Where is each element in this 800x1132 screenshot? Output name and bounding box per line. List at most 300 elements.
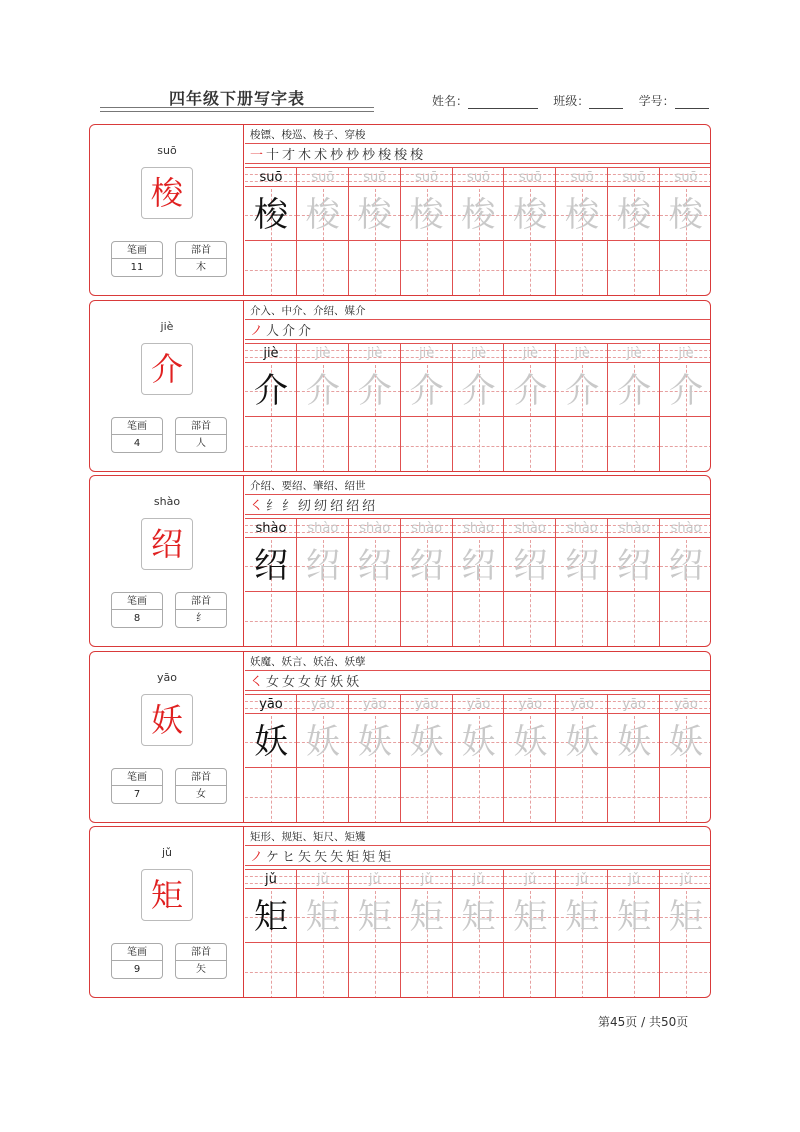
- writing-cell[interactable]: [504, 716, 556, 768]
- stroke-step: 人: [266, 324, 280, 339]
- cell-character: 梭: [565, 195, 600, 235]
- stroke-count-value: 4: [133, 438, 141, 449]
- cell-character: 妖: [513, 722, 548, 762]
- pinyin-cell: [608, 694, 660, 714]
- blank-writing-cell[interactable]: [608, 770, 660, 823]
- blank-writing-cell[interactable]: [453, 945, 505, 998]
- blank-writing-cell[interactable]: [401, 419, 453, 472]
- pinyin-cell: [556, 694, 608, 714]
- stroke-step: ㇛: [250, 499, 264, 514]
- pinyin-cell: [556, 518, 608, 538]
- writing-cell[interactable]: [556, 540, 608, 592]
- cell-pinyin: yāo: [414, 697, 439, 712]
- cell-pinyin: shào: [411, 521, 443, 536]
- pinyin-cell: [608, 518, 660, 538]
- cell-pinyin: yāo: [622, 697, 646, 712]
- blank-writing-cell[interactable]: [504, 945, 556, 998]
- trace-cell: [556, 694, 608, 823]
- writing-cell[interactable]: [401, 540, 453, 592]
- stroke-step: 矩: [378, 850, 392, 865]
- stroke-step: 妖: [346, 675, 360, 690]
- blank-writing-cell[interactable]: [401, 770, 453, 823]
- blank-writing-cell[interactable]: [504, 594, 556, 647]
- character-display: 绍: [150, 525, 183, 563]
- stroke-step: 纫: [314, 499, 328, 514]
- pinyin-cell: [608, 167, 660, 187]
- stroke-count-value: 8: [133, 613, 141, 624]
- cell-pinyin: yāo: [674, 697, 698, 712]
- cell-character: 绍: [253, 546, 288, 586]
- blank-writing-cell[interactable]: [660, 770, 711, 823]
- cell-character: 介: [305, 371, 340, 411]
- stroke-count-box: [111, 417, 163, 453]
- blank-writing-cell[interactable]: [504, 243, 556, 296]
- stroke-step: 矢: [330, 850, 344, 865]
- blank-writing-cell[interactable]: [297, 770, 349, 823]
- trace-cell: [401, 694, 453, 823]
- stroke-count-label: 笔画: [112, 593, 162, 610]
- blank-writing-cell[interactable]: [297, 419, 349, 472]
- stroke-step: 妖: [330, 675, 344, 690]
- pinyin-cell: [297, 343, 349, 363]
- practice-grid: [245, 167, 711, 296]
- pinyin-cell: [660, 343, 711, 363]
- radical-box: [175, 592, 227, 628]
- radical-value: 纟: [196, 613, 206, 624]
- trace-cell: [297, 343, 349, 472]
- stroke-step: 矩: [346, 850, 360, 865]
- example-words: 介绍、要绍、肇绍、绍世: [250, 480, 366, 492]
- writing-cell[interactable]: [556, 891, 608, 943]
- stroke-step: 杪: [362, 148, 376, 163]
- trace-cell: [453, 518, 505, 647]
- stroke-step: 矢: [298, 850, 312, 865]
- writing-cell[interactable]: [297, 365, 349, 417]
- writing-cell[interactable]: [297, 716, 349, 768]
- row-divider: [245, 845, 711, 846]
- cell-pinyin: shào: [566, 521, 598, 536]
- stroke-step: 介: [282, 324, 296, 339]
- blank-writing-cell[interactable]: [660, 243, 711, 296]
- stroke-step: 十: [266, 148, 280, 163]
- stroke-step: ケ: [266, 850, 280, 865]
- trace-cell: [349, 869, 401, 998]
- pinyin-cell: [401, 167, 453, 187]
- cell-character: 梭: [617, 195, 652, 235]
- stroke-step: 好: [314, 675, 328, 690]
- trace-cell: [297, 869, 349, 998]
- pinyin-cell: [660, 694, 711, 714]
- writing-cell[interactable]: [608, 891, 660, 943]
- character-info-panel: [90, 476, 244, 646]
- stroke-step: 一: [250, 148, 264, 163]
- trace-cell: [297, 518, 349, 647]
- cell-pinyin: jiè: [678, 346, 694, 361]
- blank-writing-cell[interactable]: [556, 419, 608, 472]
- character-card: [89, 651, 711, 823]
- trace-cell: [660, 694, 711, 823]
- cell-character: 矩: [565, 897, 600, 937]
- character-display-box: [141, 869, 193, 921]
- writing-cell[interactable]: [245, 891, 297, 943]
- cell-pinyin: yāo: [311, 697, 335, 712]
- stroke-step: 女: [298, 675, 312, 690]
- pinyin-cell: [349, 167, 401, 187]
- trace-cell: [556, 518, 608, 647]
- trace-cell: [504, 343, 556, 472]
- cell-character: 矩: [513, 897, 548, 937]
- blank-writing-cell[interactable]: [297, 945, 349, 998]
- blank-writing-cell[interactable]: [245, 770, 297, 823]
- cell-pinyin: shào: [463, 521, 494, 536]
- pinyin-cell: [401, 343, 453, 363]
- cell-pinyin: yāo: [518, 697, 543, 712]
- writing-cell[interactable]: [349, 891, 401, 943]
- radical-label: 部首: [176, 242, 226, 259]
- title-underline-2: [100, 111, 374, 112]
- pinyin-cell: [556, 869, 608, 889]
- writing-cell[interactable]: [504, 365, 556, 417]
- cell-character: 梭: [253, 195, 288, 235]
- cell-pinyin: jiè: [574, 346, 590, 361]
- student-info: [432, 92, 709, 109]
- writing-cell[interactable]: [453, 540, 505, 592]
- cell-character: 绍: [305, 546, 340, 586]
- radical-value: 女: [196, 789, 206, 800]
- writing-cell[interactable]: [608, 189, 660, 241]
- writing-cell[interactable]: [660, 540, 711, 592]
- writing-cell[interactable]: [660, 189, 711, 241]
- writing-cell[interactable]: [297, 540, 349, 592]
- trace-cell: [660, 343, 711, 472]
- trace-cell: [453, 869, 505, 998]
- stroke-step: ㇛: [250, 675, 264, 690]
- blank-writing-cell[interactable]: [453, 594, 505, 647]
- example-words: 妖魔、妖言、妖冶、妖孽: [250, 656, 366, 668]
- character-pinyin: jǔ: [161, 846, 173, 859]
- cell-pinyin: jǔ: [472, 872, 485, 887]
- trace-cell: [660, 869, 711, 998]
- blank-writing-cell[interactable]: [556, 770, 608, 823]
- trace-cell: [401, 167, 453, 296]
- blank-writing-cell[interactable]: [401, 243, 453, 296]
- trace-cell: [401, 343, 453, 472]
- stroke-order: [250, 496, 378, 514]
- pinyin-cell: [245, 167, 297, 187]
- character-display: 梭: [150, 174, 183, 212]
- blank-writing-cell[interactable]: [401, 945, 453, 998]
- trace-cell: [349, 167, 401, 296]
- cell-pinyin: shào: [618, 521, 650, 536]
- cell-pinyin: jǔ: [524, 872, 537, 887]
- name-field[interactable]: [468, 96, 538, 109]
- cell-character: 妖: [461, 722, 496, 762]
- trace-cell: [608, 167, 660, 296]
- stroke-step: 木: [298, 148, 312, 163]
- writing-cell[interactable]: [608, 540, 660, 592]
- character-info-panel: [90, 827, 244, 997]
- cell-pinyin: yāo: [259, 697, 283, 712]
- character-card: [89, 300, 711, 472]
- stroke-order: [250, 145, 426, 163]
- pinyin-cell: [504, 343, 556, 363]
- character-display-box: [141, 694, 193, 746]
- writing-cell[interactable]: [245, 365, 297, 417]
- writing-cell[interactable]: [349, 716, 401, 768]
- blank-writing-cell[interactable]: [556, 594, 608, 647]
- stroke-step: 梭: [378, 148, 392, 163]
- writing-cell[interactable]: [660, 365, 711, 417]
- pinyin-cell: [453, 167, 505, 187]
- character-card: [89, 826, 711, 998]
- writing-cell[interactable]: [453, 365, 505, 417]
- pinyin-cell: [608, 343, 660, 363]
- cell-character: 矩: [409, 897, 444, 937]
- blank-writing-cell[interactable]: [504, 419, 556, 472]
- writing-cell[interactable]: [349, 540, 401, 592]
- cell-character: 介: [461, 371, 496, 411]
- trace-cell: [453, 167, 505, 296]
- writing-cell[interactable]: [401, 365, 453, 417]
- page-header: [0, 0, 800, 120]
- cell-pinyin: jǔ: [368, 872, 381, 887]
- stroke-count-box: [111, 592, 163, 628]
- trace-cell: [608, 343, 660, 472]
- stroke-step: 女: [282, 675, 296, 690]
- pinyin-cell: [556, 167, 608, 187]
- cell-character: 介: [409, 371, 444, 411]
- writing-cell[interactable]: [297, 891, 349, 943]
- cell-character: 梭: [461, 195, 496, 235]
- character-info-panel: [90, 125, 244, 295]
- cell-character: 梭: [513, 195, 548, 235]
- cell-character: 矩: [461, 897, 496, 937]
- trace-cell: [453, 343, 505, 472]
- pinyin-cell: [349, 869, 401, 889]
- writing-cell[interactable]: [608, 716, 660, 768]
- writing-cell[interactable]: [556, 716, 608, 768]
- cell-pinyin: jiè: [315, 346, 331, 361]
- cell-character: 妖: [565, 722, 600, 762]
- blank-writing-cell[interactable]: [297, 594, 349, 647]
- writing-cell[interactable]: [401, 716, 453, 768]
- cell-character: 介: [253, 371, 288, 411]
- blank-writing-cell[interactable]: [349, 243, 401, 296]
- stroke-count-label: 笔画: [112, 418, 162, 435]
- row-divider: [245, 163, 711, 164]
- class-label: 班级：: [553, 94, 590, 108]
- cell-pinyin: yāo: [362, 697, 387, 712]
- blank-writing-cell[interactable]: [349, 770, 401, 823]
- cell-character: 绍: [357, 546, 392, 586]
- cell-character: 介: [513, 371, 548, 411]
- character-pinyin: jiè: [160, 320, 174, 333]
- pinyin-cell: [297, 869, 349, 889]
- blank-writing-cell[interactable]: [245, 419, 297, 472]
- writing-cell[interactable]: [297, 189, 349, 241]
- cell-pinyin: jǔ: [680, 872, 692, 887]
- blank-writing-cell[interactable]: [556, 945, 608, 998]
- row-divider: [245, 319, 711, 320]
- model-cell: [245, 343, 297, 472]
- stroke-count-label: 笔画: [112, 944, 162, 961]
- blank-writing-cell[interactable]: [453, 419, 505, 472]
- radical-label: 部首: [176, 418, 226, 435]
- radical-label: 部首: [176, 944, 226, 961]
- stroke-step: 纟: [282, 499, 296, 514]
- cell-character: 绍: [461, 546, 496, 586]
- cell-pinyin: yāo: [466, 697, 491, 712]
- blank-writing-cell[interactable]: [349, 945, 401, 998]
- row-divider: [245, 339, 711, 340]
- trace-cell: [608, 869, 660, 998]
- radical-value: 矢: [196, 964, 206, 975]
- cell-character: 妖: [305, 722, 340, 762]
- trace-cell: [401, 518, 453, 647]
- stroke-count-value: 9: [133, 964, 141, 975]
- trace-cell: [556, 343, 608, 472]
- stroke-step: 女: [266, 675, 280, 690]
- writing-cell[interactable]: [453, 716, 505, 768]
- cell-character: 梭: [357, 195, 392, 235]
- practice-grid: [245, 869, 711, 998]
- cell-character: 介: [565, 371, 600, 411]
- writing-cell[interactable]: [349, 189, 401, 241]
- writing-cell[interactable]: [401, 891, 453, 943]
- trace-cell: [349, 343, 401, 472]
- character-display-box: [141, 343, 193, 395]
- pinyin-cell: [504, 167, 556, 187]
- cell-character: 绍: [669, 546, 704, 586]
- pinyin-cell: [453, 518, 505, 538]
- cell-character: 绍: [565, 546, 600, 586]
- character-info-panel: [90, 301, 244, 471]
- class-field[interactable]: [589, 96, 623, 109]
- blank-writing-cell[interactable]: [245, 945, 297, 998]
- character-pinyin: yāo: [157, 671, 177, 684]
- writing-cell[interactable]: [608, 365, 660, 417]
- blank-writing-cell[interactable]: [453, 770, 505, 823]
- pinyin-cell: [297, 167, 349, 187]
- writing-cell[interactable]: [245, 716, 297, 768]
- blank-writing-cell[interactable]: [608, 945, 660, 998]
- blank-writing-cell[interactable]: [660, 594, 711, 647]
- radical-value: 木: [196, 262, 206, 273]
- blank-writing-cell[interactable]: [608, 594, 660, 647]
- cell-character: 妖: [669, 722, 704, 762]
- cell-character: 绍: [513, 546, 548, 586]
- model-cell: [245, 869, 297, 998]
- radical-box: [175, 417, 227, 453]
- model-cell: [245, 518, 297, 647]
- cell-pinyin: jǔ: [316, 872, 329, 887]
- cell-character: 妖: [253, 722, 288, 762]
- cell-character: 绍: [409, 546, 444, 586]
- writing-cell[interactable]: [504, 891, 556, 943]
- page-number: 第45页 / 共50页: [598, 1015, 689, 1029]
- cell-pinyin: suō: [674, 170, 698, 185]
- blank-writing-cell[interactable]: [556, 243, 608, 296]
- pinyin-cell: [297, 518, 349, 538]
- writing-cell[interactable]: [245, 540, 297, 592]
- trace-cell: [504, 694, 556, 823]
- cell-character: 矩: [357, 897, 392, 937]
- pinyin-cell: [504, 869, 556, 889]
- pinyin-cell: [349, 518, 401, 538]
- cell-pinyin: suō: [467, 170, 491, 185]
- cell-character: 矩: [617, 897, 652, 937]
- pinyin-cell: [245, 694, 297, 714]
- blank-writing-cell[interactable]: [453, 243, 505, 296]
- blank-writing-cell[interactable]: [608, 419, 660, 472]
- writing-cell[interactable]: [453, 189, 505, 241]
- pinyin-cell: [349, 694, 401, 714]
- cell-character: 介: [669, 371, 704, 411]
- trace-cell: [608, 518, 660, 647]
- cell-character: 妖: [617, 722, 652, 762]
- pinyin-cell: [453, 869, 505, 889]
- example-words: 矩形、规矩、矩尺、矩矱: [250, 831, 366, 843]
- page-title: 四年级下册写字表: [168, 89, 305, 108]
- writing-cell[interactable]: [556, 365, 608, 417]
- pinyin-cell: [401, 869, 453, 889]
- pinyin-cell: [504, 694, 556, 714]
- radical-box: [175, 241, 227, 277]
- stroke-step: 介: [298, 324, 312, 339]
- stroke-step: 绍: [346, 499, 360, 514]
- character-display: 矩: [150, 876, 183, 914]
- stroke-count-box: [111, 768, 163, 804]
- stroke-step: 杪: [330, 148, 344, 163]
- stroke-count-value: 7: [133, 789, 141, 800]
- number-field[interactable]: [675, 96, 709, 109]
- blank-writing-cell[interactable]: [297, 243, 349, 296]
- blank-writing-cell[interactable]: [401, 594, 453, 647]
- pinyin-cell: [245, 343, 297, 363]
- stroke-step: 杪: [346, 148, 360, 163]
- blank-writing-cell[interactable]: [245, 594, 297, 647]
- pinyin-cell: [660, 518, 711, 538]
- writing-cell[interactable]: [504, 189, 556, 241]
- writing-cell[interactable]: [504, 540, 556, 592]
- blank-writing-cell[interactable]: [660, 419, 711, 472]
- blank-writing-cell[interactable]: [608, 243, 660, 296]
- writing-cell[interactable]: [245, 189, 297, 241]
- blank-writing-cell[interactable]: [660, 945, 711, 998]
- blank-writing-cell[interactable]: [349, 594, 401, 647]
- cell-pinyin: suō: [259, 170, 283, 185]
- stroke-count-value: 11: [130, 262, 144, 273]
- title-underline: [100, 107, 374, 108]
- blank-writing-cell[interactable]: [349, 419, 401, 472]
- writing-cell[interactable]: [660, 891, 711, 943]
- trace-cell: [504, 518, 556, 647]
- row-divider: [245, 865, 711, 866]
- blank-writing-cell[interactable]: [245, 243, 297, 296]
- writing-cell[interactable]: [660, 716, 711, 768]
- writing-cell[interactable]: [349, 365, 401, 417]
- writing-cell[interactable]: [556, 189, 608, 241]
- writing-cell[interactable]: [401, 189, 453, 241]
- writing-cell[interactable]: [453, 891, 505, 943]
- character-display-box: [141, 167, 193, 219]
- stroke-step: 纫: [298, 499, 312, 514]
- example-words: 介入、中介、介绍、媒介: [250, 305, 366, 317]
- cell-pinyin: jiè: [626, 346, 642, 361]
- blank-writing-cell[interactable]: [504, 770, 556, 823]
- stroke-step: 绍: [362, 499, 376, 514]
- cell-character: 梭: [409, 195, 444, 235]
